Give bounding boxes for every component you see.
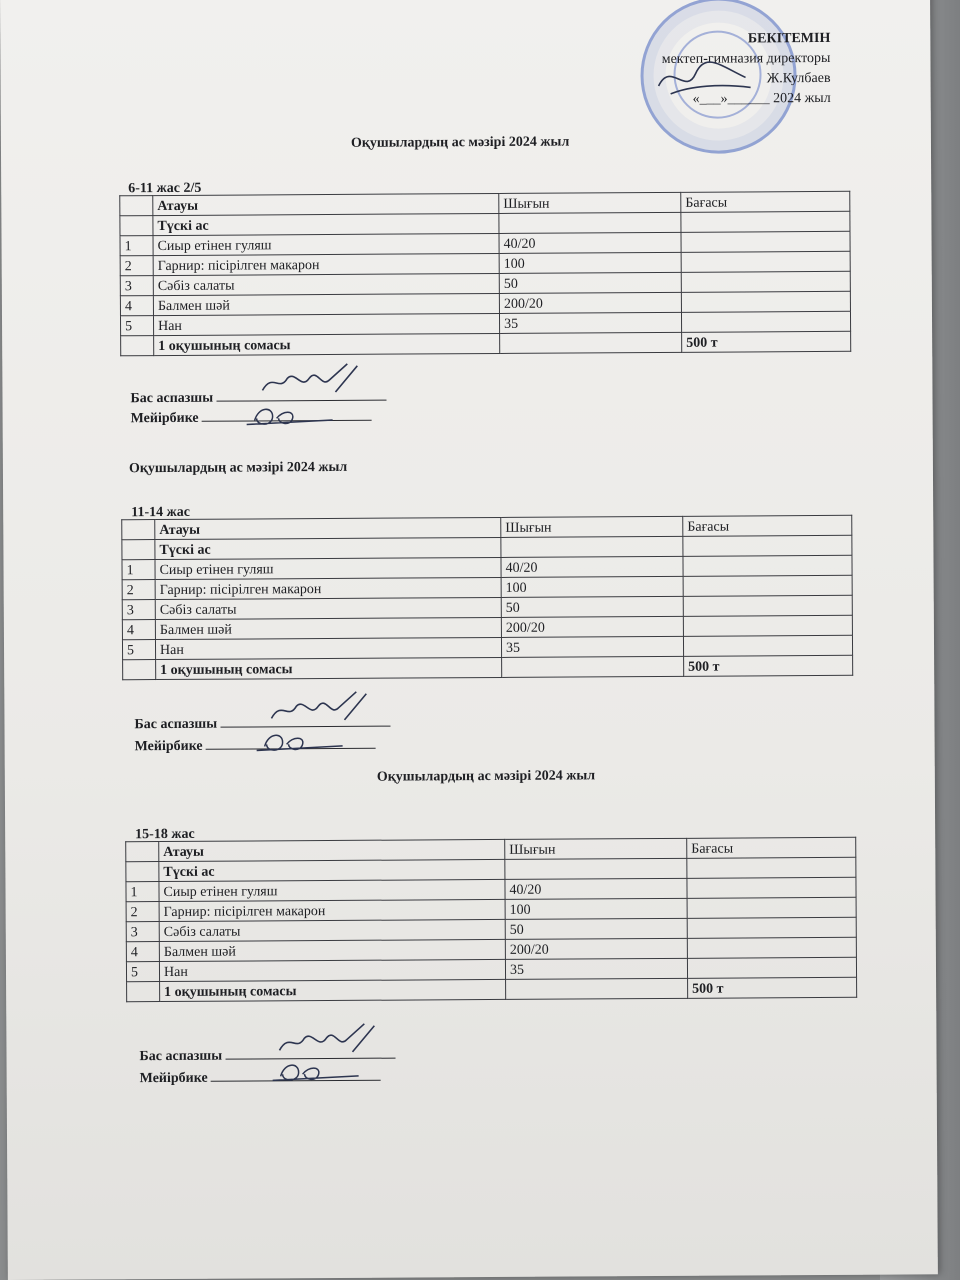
item-qty: 40/20 [505,878,687,899]
cell-empty [687,937,856,958]
menu-table-2 [121,515,853,680]
item-qty: 50 [501,596,683,617]
item-qty: 200/20 [499,292,681,313]
item-name: Сәбіз салаты [155,597,501,619]
item-name: Нан [153,313,499,335]
age-group-label-2: 11-14 жас [131,504,191,521]
meal-label: Түскі ас [159,859,505,881]
column-header-qty: Шығын [501,516,683,537]
approval-line-2: Ж.Кулбаев [766,70,831,87]
item-name: Гарнир: пісірілген макарон [159,899,505,921]
cell-empty [127,982,160,1002]
chef-signature [266,688,386,729]
item-qty: 200/20 [501,616,683,637]
item-number: 3 [126,922,159,942]
menu-title-3: Оқушылардың ас мәзірі 2024 жыл [376,768,596,785]
item-qty: 35 [505,958,687,979]
approval-line-1: мектеп-гимназия директоры [661,50,831,67]
menu-title-2: Оқушылардың ас мәзірі 2024 жыл [128,459,348,477]
item-name: Сәбіз салаты [153,273,499,295]
cell-empty [687,877,856,898]
cell-empty [687,957,856,978]
item-qty: 35 [499,312,681,333]
item-number: 3 [122,600,155,620]
menu-table-3 [125,837,857,1002]
cell-empty [123,660,156,680]
item-name: Балмен шәй [159,939,505,961]
cell-number-header [126,842,159,862]
total-value: 500 т [688,977,857,998]
cell-number-header [122,520,155,540]
item-name: Балмен шәй [153,293,499,315]
director-signature [650,55,760,106]
item-number: 1 [126,882,159,902]
total-value: 500 т [684,655,853,676]
approval-line-3: «___»______ 2024 жыл [692,90,831,107]
meal-label: Түскі ас [155,537,501,559]
nurse-label: Мейірбике [134,738,203,755]
cell-empty [681,271,850,292]
item-number: 3 [120,276,153,296]
total-label: 1 оқушының сомасы [154,333,500,355]
nurse-label: Мейірбике [139,1070,208,1087]
item-name: Сиыр етінен гуляш [153,233,499,255]
column-header-name: Атауы [153,193,499,215]
cell-empty [687,917,856,938]
cell-empty [122,540,155,560]
item-qty: 40/20 [499,232,681,253]
cell-empty [500,332,682,353]
item-number: 2 [120,256,153,276]
menu-table-1 [119,191,851,356]
chef-signature [257,360,377,401]
menu-title-1: Оқушылардың ас мәзірі 2024 жыл [350,134,570,151]
item-qty: 100 [505,898,687,919]
cell-empty [681,211,850,232]
item-name: Балмен шәй [155,617,501,639]
item-number: 2 [122,580,155,600]
cell-number-header [120,196,153,216]
item-number: 5 [120,316,153,336]
chef-label: Бас аспазшы [130,390,214,407]
column-header-price: Бағасы [683,515,852,536]
total-value: 500 т [682,331,851,352]
item-number: 1 [122,560,155,580]
chef-signature [274,1020,394,1061]
chef-label: Бас аспазшы [139,1048,223,1065]
item-name: Сиыр етінен гуляш [159,879,505,901]
item-name: Нан [159,959,505,981]
column-header-qty: Шығын [499,192,681,213]
column-header-price: Бағасы [687,837,856,858]
column-header-name: Атауы [159,839,505,861]
item-number: 4 [126,942,159,962]
item-qty: 100 [501,576,683,597]
cell-empty [687,857,856,878]
nurse-label: Мейірбике [130,410,199,427]
cell-empty [499,212,681,233]
item-name: Сиыр етінен гуляш [155,557,501,579]
total-label: 1 оқушының сомасы [160,979,506,1001]
item-qty: 200/20 [505,938,687,959]
item-number: 4 [120,296,153,316]
cell-empty [687,897,856,918]
cell-empty [502,656,684,677]
cell-empty [120,216,153,236]
cell-empty [501,536,683,557]
item-number: 4 [122,620,155,640]
table-total-row [127,977,857,1001]
cell-empty [683,575,852,596]
item-name: Гарнир: пісірілген макарон [155,577,501,599]
meal-label: Түскі ас [153,213,499,235]
nurse-signature [243,400,343,431]
cell-empty [681,311,850,332]
item-qty: 50 [499,272,681,293]
cell-empty [681,231,850,252]
item-number: 5 [122,640,155,660]
approval-header: БЕКІТЕМІН [747,30,831,47]
item-name: Сәбіз салаты [159,919,505,941]
item-qty: 40/20 [501,556,683,577]
cell-empty [683,635,852,656]
total-label: 1 оқушының сомасы [156,657,502,679]
cell-empty [681,251,850,272]
cell-empty [121,336,154,356]
age-group-label-3: 15-18 жас [135,826,195,843]
item-name: Нан [155,637,501,659]
cell-empty [506,978,688,999]
nurse-signature [269,1056,369,1087]
column-header-price: Бағасы [681,191,850,212]
column-header-qty: Шығын [505,838,687,859]
cell-empty [126,862,159,882]
nurse-signature [253,726,353,757]
item-number: 1 [120,236,153,256]
table-total-row [121,331,851,355]
column-header-name: Атауы [155,517,501,539]
chef-label: Бас аспазшы [134,716,218,733]
item-name: Гарнир: пісірілген макарон [153,253,499,275]
item-qty: 100 [499,252,681,273]
table-total-row [123,655,853,679]
cell-empty [505,858,687,879]
cell-empty [683,535,852,556]
cell-empty [681,291,850,312]
cell-empty [683,595,852,616]
cell-empty [683,555,852,576]
item-qty: 50 [505,918,687,939]
item-number: 5 [126,962,159,982]
cell-empty [683,615,852,636]
age-group-label-1: 6-11 жас 2/5 [128,180,202,197]
item-number: 2 [126,902,159,922]
item-qty: 35 [501,636,683,657]
